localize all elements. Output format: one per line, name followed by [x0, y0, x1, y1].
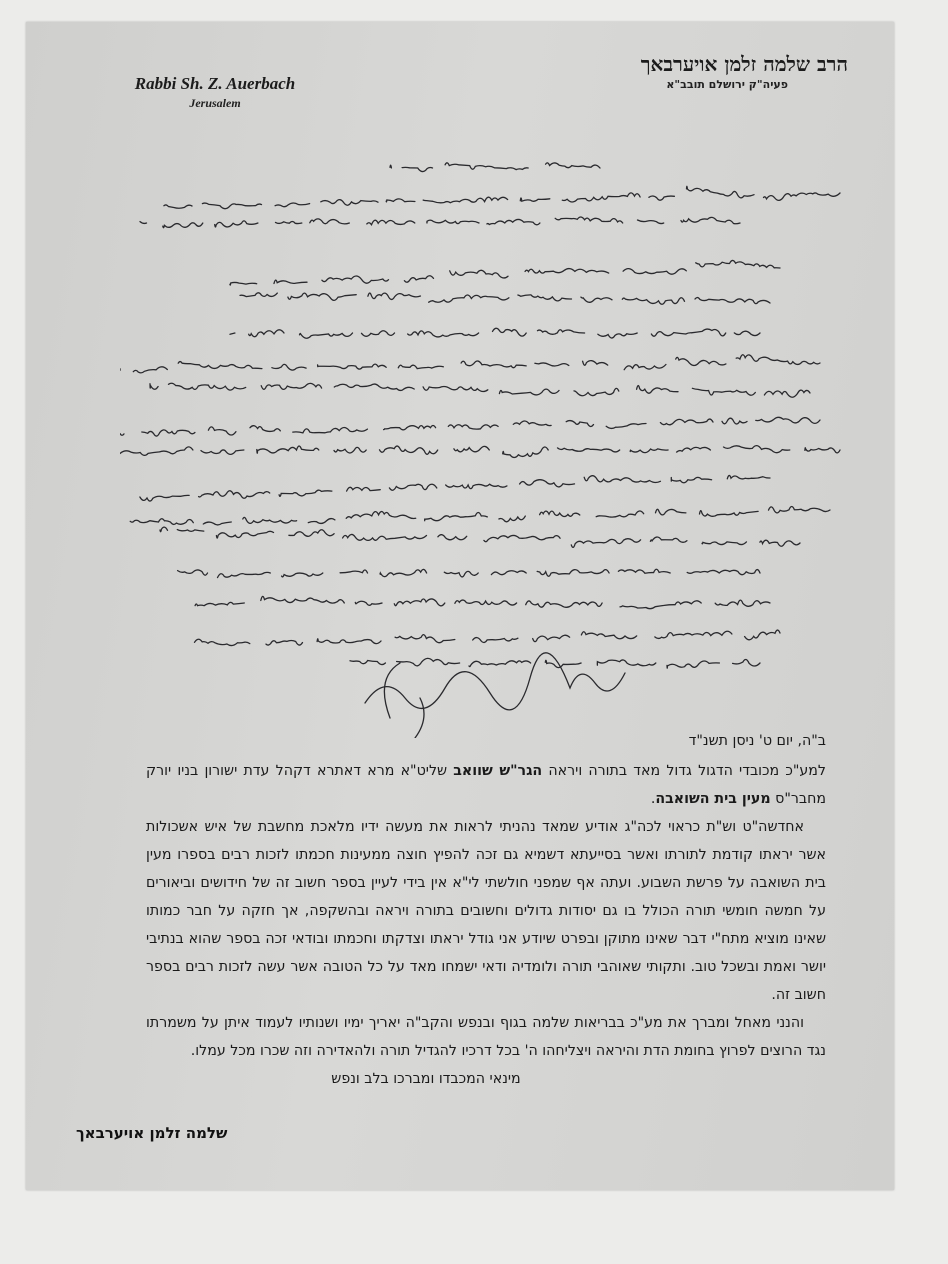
handwritten-line — [120, 355, 820, 373]
handwritten-line — [350, 658, 760, 668]
letterhead-english-city: Jerusalem — [189, 96, 241, 110]
letterhead-hebrew-address: פעיה"ק ירושלם תובב"א — [666, 78, 788, 91]
typed-paragraph-main: אחדשה"ט וש"ת כראוי לכה"ג אודיע שמאד נהניתי לראות את מעשה ידיו מלאכת מחשבת של איש אשכולות אשר יראתו קודמת לתורתו ואשר בסייעתא דשמיא גם זכה להפיץ חוצה ממעינות חכמתו לזכות רבים בספרו מעין בית השואבה על פרשת השבוע. ועתה אף שמפני חולשתי לי"א אין בידי לעיין בספר חשוב זה של חידושים וביאורים על חמשה חומשי תורה הכולל בו גם יסודות גדולים וחשובים בתורה ויראה ובהשקפה, אך חזקה על חבר כמותו שאינו מוציא מתח"י דבר שאינו מתוקן ובפרט שיודע אני גודל יראתו וצדקתו וחכמתו ובודאי זכה בספר שהוא בנתיבי יושר ואמת ובשכל טוב. ותקותי שאוהבי תורה ולומדיה ודאי ישמחו מאד על כל הטובה אשר עשה לזכות רבים בספר חשוב זה. — [146, 819, 826, 1003]
typed-date: ב"ה, יום ט' ניסן תשנ"ד — [688, 733, 826, 749]
handwritten-line — [120, 417, 820, 436]
handwritten-line — [150, 383, 810, 397]
letterhead-english-name: Rabbi Sh. Z. Auerbach — [134, 74, 296, 93]
handwritten-line — [230, 328, 760, 338]
handwritten-line — [164, 186, 840, 208]
typed-closing: מינאי המכבדו ומברכו בלב ונפש — [331, 1071, 521, 1087]
handwritten-text-lines — [120, 163, 840, 668]
handwritten-line — [195, 630, 781, 645]
handwritten-line — [230, 260, 780, 285]
handwritten-line — [140, 217, 740, 228]
handwritten-line — [140, 475, 770, 501]
handwritten-line — [178, 569, 760, 577]
letterhead-hebrew-name: הרב שלמה זלמן אויערבאך — [640, 52, 848, 76]
handwritten-line — [195, 596, 770, 608]
typed-salutation: למע"כ מכובדי הדגול גדול מאד בתורה ויראה הגר"ש שוואב שליט"א מרא דאתרא דקהל עדת ישורון בניו יורק מחבר"ס מעין בית השואבה. — [146, 763, 827, 807]
handwritten-line — [390, 163, 600, 172]
handwritten-line — [240, 293, 770, 304]
handwritten-line — [130, 507, 830, 525]
typed-letter-body — [146, 727, 826, 1093]
handwritten-signature — [365, 653, 625, 738]
typed-paragraph-blessing: והנני מאחל ומברך את מע"כ בבריאות שלמה בגוף ובנפש והקב"ה יאריך ימיו ושנותיו לעמוד איתן על משמרתו נגד הרוצים לפרוץ בחומת הדת והיראה ויצליחהו ה' בכל דרכיו להגדיל תורה ולהאדירה וזה שכרו מכל עמלו. — [146, 1015, 826, 1059]
handwritten-line — [120, 446, 840, 458]
typed-signature: שלמה זלמן אויערבאך — [76, 1124, 228, 1142]
handwritten-letter — [120, 158, 860, 738]
handwritten-line — [160, 527, 800, 547]
